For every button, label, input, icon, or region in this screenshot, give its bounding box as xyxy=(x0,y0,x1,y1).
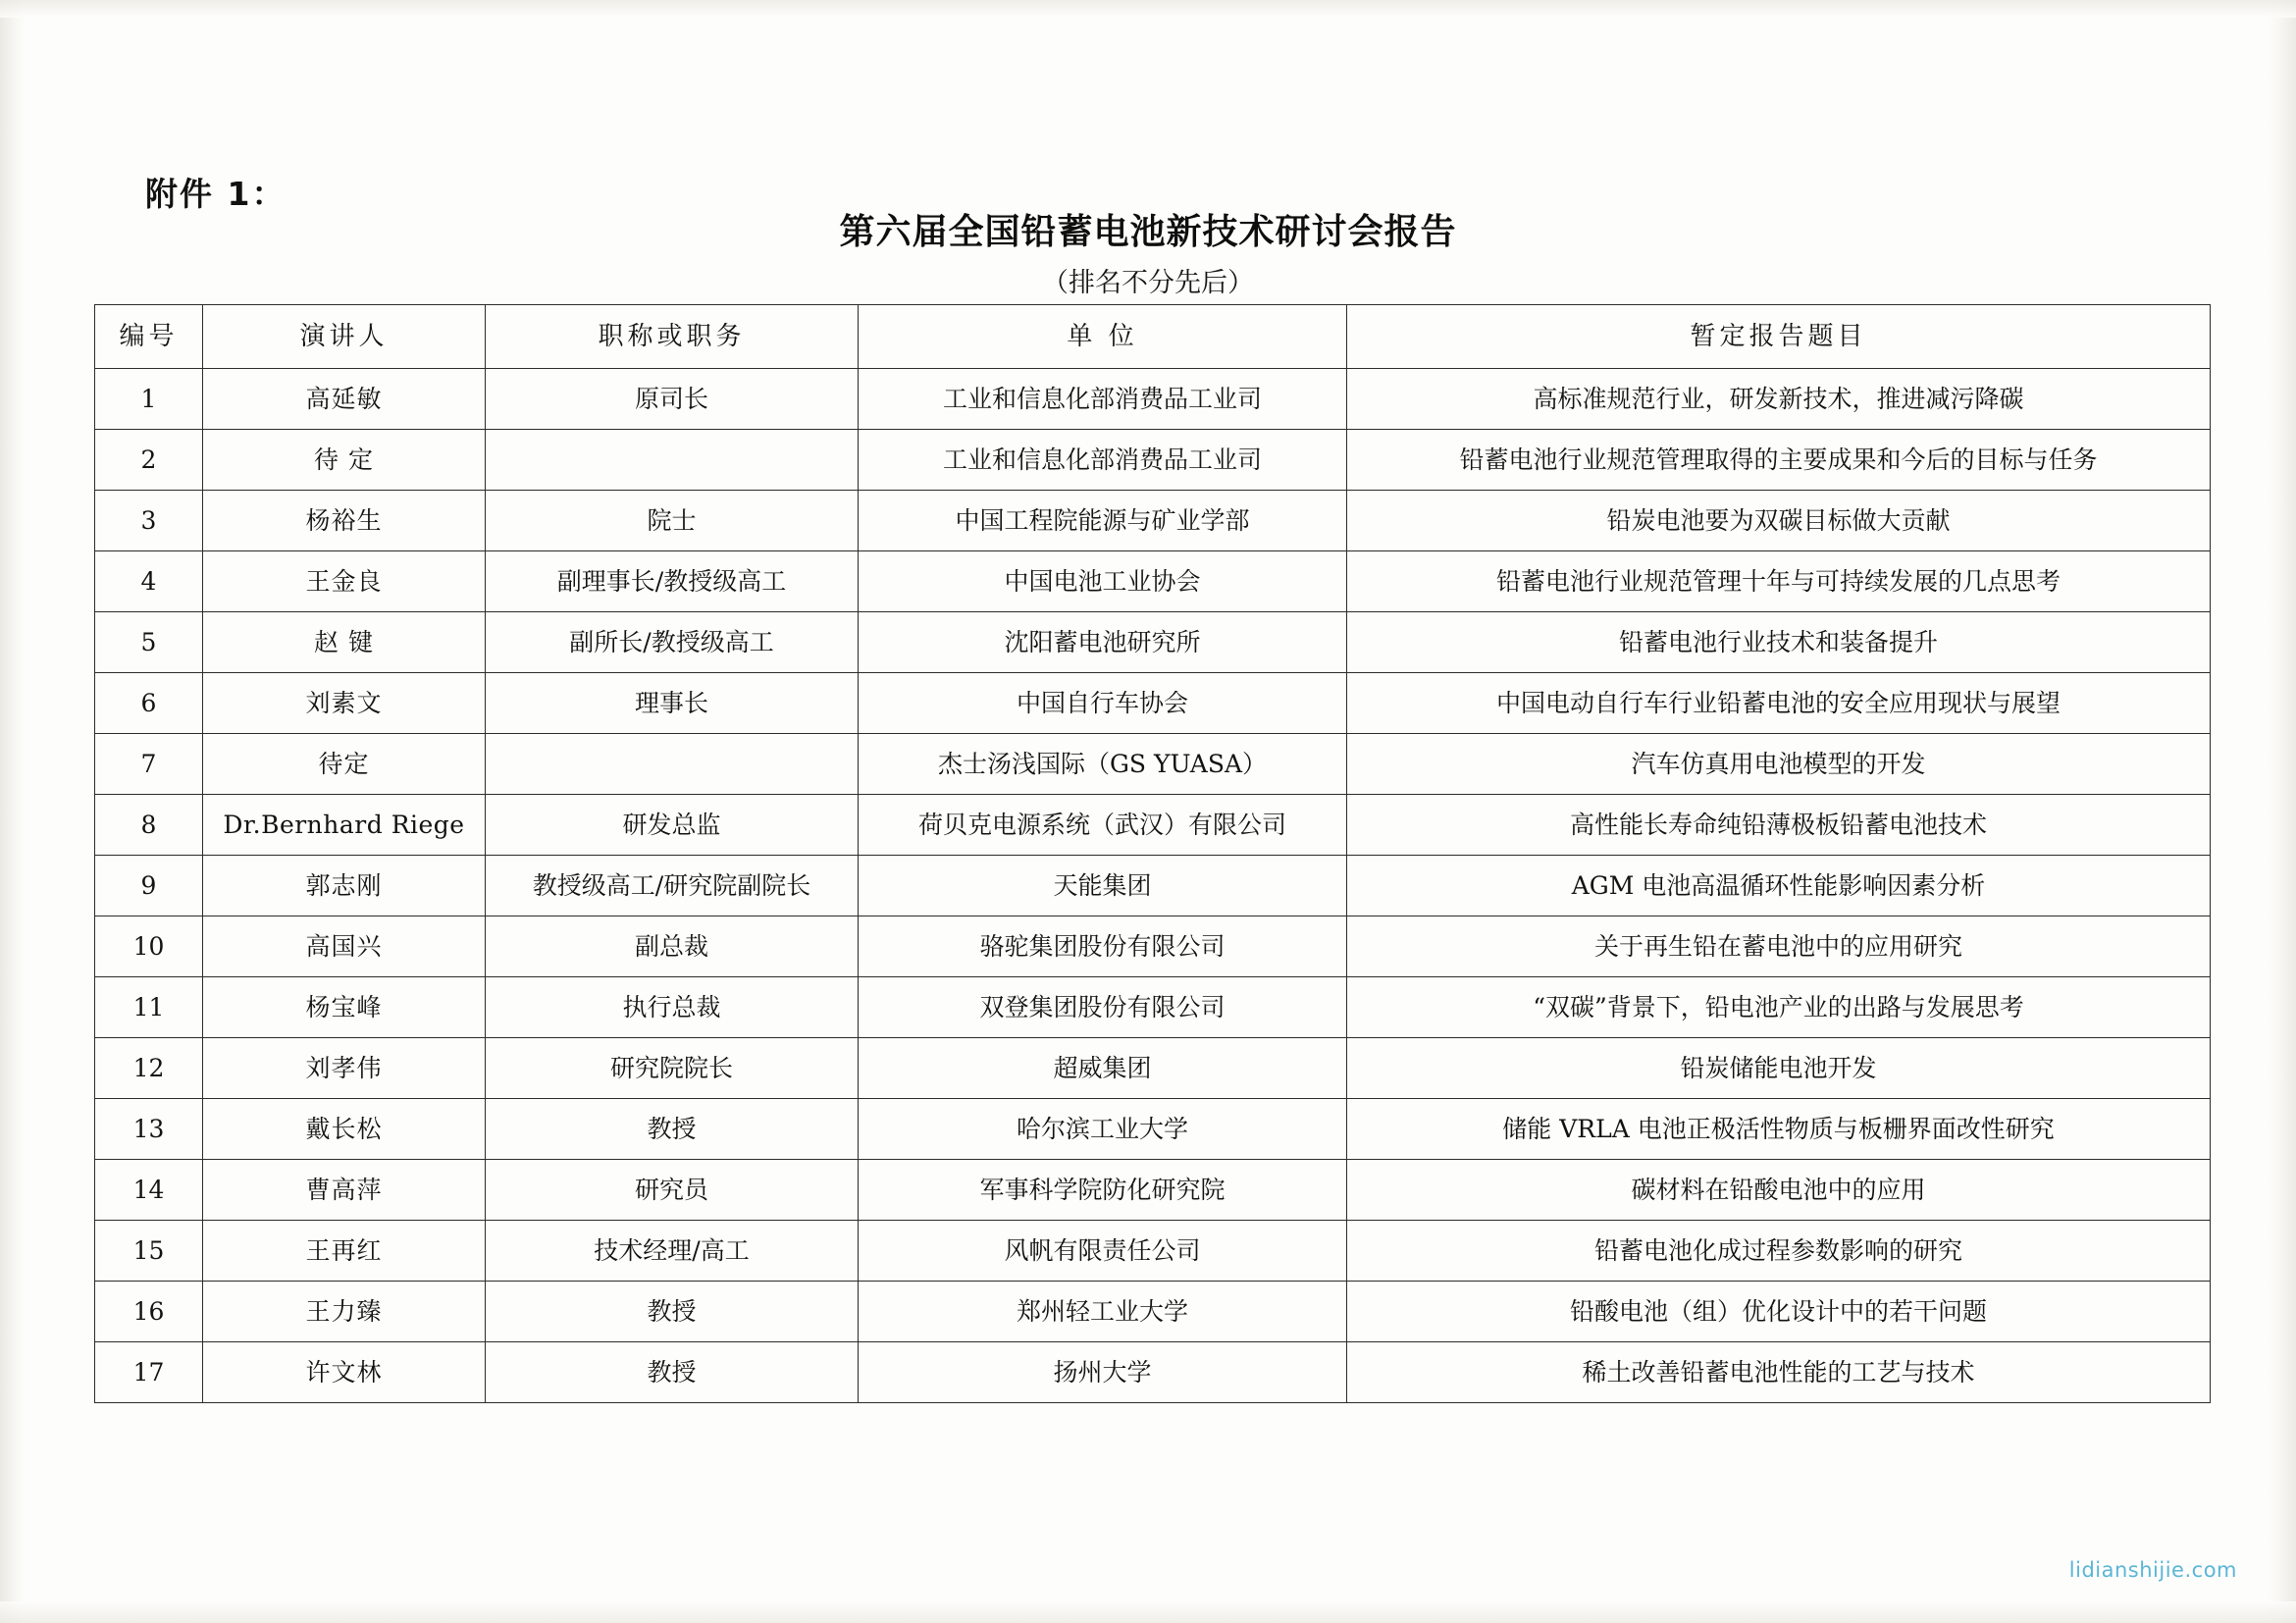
cell-speaker: 郭志刚 xyxy=(203,856,486,916)
cell-speaker: 高延敏 xyxy=(203,369,486,430)
cell-no: 7 xyxy=(95,734,203,795)
cell-position: 副所长/教授级高工 xyxy=(486,612,859,673)
table-row xyxy=(95,1099,2211,1160)
column-header-speaker: 演讲人 xyxy=(203,305,486,369)
cell-organization: 骆驼集团股份有限公司 xyxy=(859,916,1347,977)
cell-speaker: 杨宝峰 xyxy=(203,977,486,1038)
column-header-topic: 暂定报告题目 xyxy=(1347,305,2211,369)
table-header xyxy=(95,305,2211,369)
cell-no: 2 xyxy=(95,430,203,491)
cell-organization: 风帆有限责任公司 xyxy=(859,1221,1347,1282)
cell-topic: 高性能长寿命纯铅薄极板铅蓄电池技术 xyxy=(1347,795,2211,856)
page-subtitle: （排名不分先后） xyxy=(1042,268,1254,298)
cell-topic: 铅酸电池（组）优化设计中的若干问题 xyxy=(1347,1282,2211,1342)
table-row xyxy=(95,1160,2211,1221)
cell-speaker: 曹高萍 xyxy=(203,1160,486,1221)
cell-no: 16 xyxy=(95,1282,203,1342)
cell-no: 14 xyxy=(95,1160,203,1221)
table-row xyxy=(95,369,2211,430)
cell-topic: 碳材料在铅酸电池中的应用 xyxy=(1347,1160,2211,1221)
cell-topic: AGM 电池高温循环性能影响因素分析 xyxy=(1347,856,2211,916)
cell-no: 13 xyxy=(95,1099,203,1160)
cell-position: 理事长 xyxy=(486,673,859,734)
cell-no: 15 xyxy=(95,1221,203,1282)
cell-organization: 杰士汤浅国际（GS YUASA） xyxy=(859,734,1347,795)
table-row xyxy=(95,673,2211,734)
table-body xyxy=(95,369,2211,1403)
cell-speaker: 王力臻 xyxy=(203,1282,486,1342)
cell-position: 教授级高工/研究院副院长 xyxy=(486,856,859,916)
cell-no: 3 xyxy=(95,491,203,551)
cell-speaker: 许文林 xyxy=(203,1342,486,1403)
cell-topic: 铅炭电池要为双碳目标做大贡献 xyxy=(1347,491,2211,551)
cell-organization: 中国电池工业协会 xyxy=(859,551,1347,612)
cell-position: 副理事长/教授级高工 xyxy=(486,551,859,612)
column-header-organization: 单 位 xyxy=(859,305,1347,369)
cell-no: 1 xyxy=(95,369,203,430)
cell-no: 12 xyxy=(95,1038,203,1099)
cell-organization: 沈阳蓄电池研究所 xyxy=(859,612,1347,673)
cell-position: 研究员 xyxy=(486,1160,859,1221)
cell-position: 技术经理/高工 xyxy=(486,1221,859,1282)
cell-speaker: 戴长松 xyxy=(203,1099,486,1160)
table-row xyxy=(95,1282,2211,1342)
table-row xyxy=(95,1342,2211,1403)
cell-speaker: Dr.Bernhard Riege xyxy=(203,795,486,856)
cell-position: 教授 xyxy=(486,1342,859,1403)
cell-organization: 中国自行车协会 xyxy=(859,673,1347,734)
cell-speaker: 待 定 xyxy=(203,430,486,491)
cell-speaker: 赵 键 xyxy=(203,612,486,673)
page-title: 第六届全国铅蓄电池新技术研讨会报告 xyxy=(839,212,1457,252)
cell-no: 11 xyxy=(95,977,203,1038)
cell-no: 4 xyxy=(95,551,203,612)
cell-position: 研发总监 xyxy=(486,795,859,856)
cell-topic: 中国电动自行车行业铅蓄电池的安全应用现状与展望 xyxy=(1347,673,2211,734)
cell-speaker: 待定 xyxy=(203,734,486,795)
cell-position xyxy=(486,430,859,491)
report-table xyxy=(94,304,2211,1403)
column-header-position: 职称或职务 xyxy=(486,305,859,369)
cell-topic: 汽车仿真用电池模型的开发 xyxy=(1347,734,2211,795)
cell-speaker: 刘素文 xyxy=(203,673,486,734)
table-row xyxy=(95,430,2211,491)
cell-no: 6 xyxy=(95,673,203,734)
cell-position: 教授 xyxy=(486,1282,859,1342)
report-table-container xyxy=(94,304,2210,1403)
scan-edge-top xyxy=(0,0,2296,18)
cell-topic: 储能 VRLA 电池正极活性物质与板栅界面改性研究 xyxy=(1347,1099,2211,1160)
cell-position: 副总裁 xyxy=(486,916,859,977)
table-header-row xyxy=(95,305,2211,369)
table-row xyxy=(95,856,2211,916)
cell-organization: 哈尔滨工业大学 xyxy=(859,1099,1347,1160)
cell-organization: 中国工程院能源与矿业学部 xyxy=(859,491,1347,551)
cell-no: 9 xyxy=(95,856,203,916)
cell-organization: 军事科学院防化研究院 xyxy=(859,1160,1347,1221)
cell-topic: 稀土改善铅蓄电池性能的工艺与技术 xyxy=(1347,1342,2211,1403)
cell-speaker: 王金良 xyxy=(203,551,486,612)
cell-topic: 高标准规范行业，研发新技术，推进减污降碳 xyxy=(1347,369,2211,430)
cell-topic: 铅蓄电池化成过程参数影响的研究 xyxy=(1347,1221,2211,1282)
watermark: lidianshijie.com xyxy=(2068,1558,2237,1582)
cell-no: 5 xyxy=(95,612,203,673)
cell-organization: 扬州大学 xyxy=(859,1342,1347,1403)
cell-speaker: 杨裕生 xyxy=(203,491,486,551)
table-row xyxy=(95,734,2211,795)
column-header-no: 编号 xyxy=(95,305,203,369)
cell-position: 教授 xyxy=(486,1099,859,1160)
cell-speaker: 王再红 xyxy=(203,1221,486,1282)
cell-organization: 双登集团股份有限公司 xyxy=(859,977,1347,1038)
cell-position: 研究院院长 xyxy=(486,1038,859,1099)
cell-organization: 工业和信息化部消费品工业司 xyxy=(859,369,1347,430)
table-row xyxy=(95,612,2211,673)
cell-no: 17 xyxy=(95,1342,203,1403)
cell-position: 院士 xyxy=(486,491,859,551)
cell-topic: “双碳”背景下，铅电池产业的出路与发展思考 xyxy=(1347,977,2211,1038)
cell-topic: 铅蓄电池行业规范管理取得的主要成果和今后的目标与任务 xyxy=(1347,430,2211,491)
table-row xyxy=(95,551,2211,612)
cell-organization: 天能集团 xyxy=(859,856,1347,916)
cell-topic: 铅炭储能电池开发 xyxy=(1347,1038,2211,1099)
table-row xyxy=(95,795,2211,856)
cell-speaker: 高国兴 xyxy=(203,916,486,977)
cell-organization: 荷贝克电源系统（武汉）有限公司 xyxy=(859,795,1347,856)
cell-topic: 铅蓄电池行业规范管理十年与可持续发展的几点思考 xyxy=(1347,551,2211,612)
cell-no: 10 xyxy=(95,916,203,977)
cell-position: 执行总裁 xyxy=(486,977,859,1038)
scan-edge-bottom xyxy=(0,1601,2296,1623)
cell-no: 8 xyxy=(95,795,203,856)
table-row xyxy=(95,916,2211,977)
cell-position: 原司长 xyxy=(486,369,859,430)
attachment-label: 附件 1： xyxy=(145,175,287,213)
cell-topic: 铅蓄电池行业技术和装备提升 xyxy=(1347,612,2211,673)
cell-topic: 关于再生铅在蓄电池中的应用研究 xyxy=(1347,916,2211,977)
cell-speaker: 刘孝伟 xyxy=(203,1038,486,1099)
table-row xyxy=(95,1038,2211,1099)
cell-organization: 工业和信息化部消费品工业司 xyxy=(859,430,1347,491)
cell-organization: 超威集团 xyxy=(859,1038,1347,1099)
cell-position xyxy=(486,734,859,795)
cell-organization: 郑州轻工业大学 xyxy=(859,1282,1347,1342)
table-row xyxy=(95,977,2211,1038)
table-row xyxy=(95,1221,2211,1282)
table-row xyxy=(95,491,2211,551)
